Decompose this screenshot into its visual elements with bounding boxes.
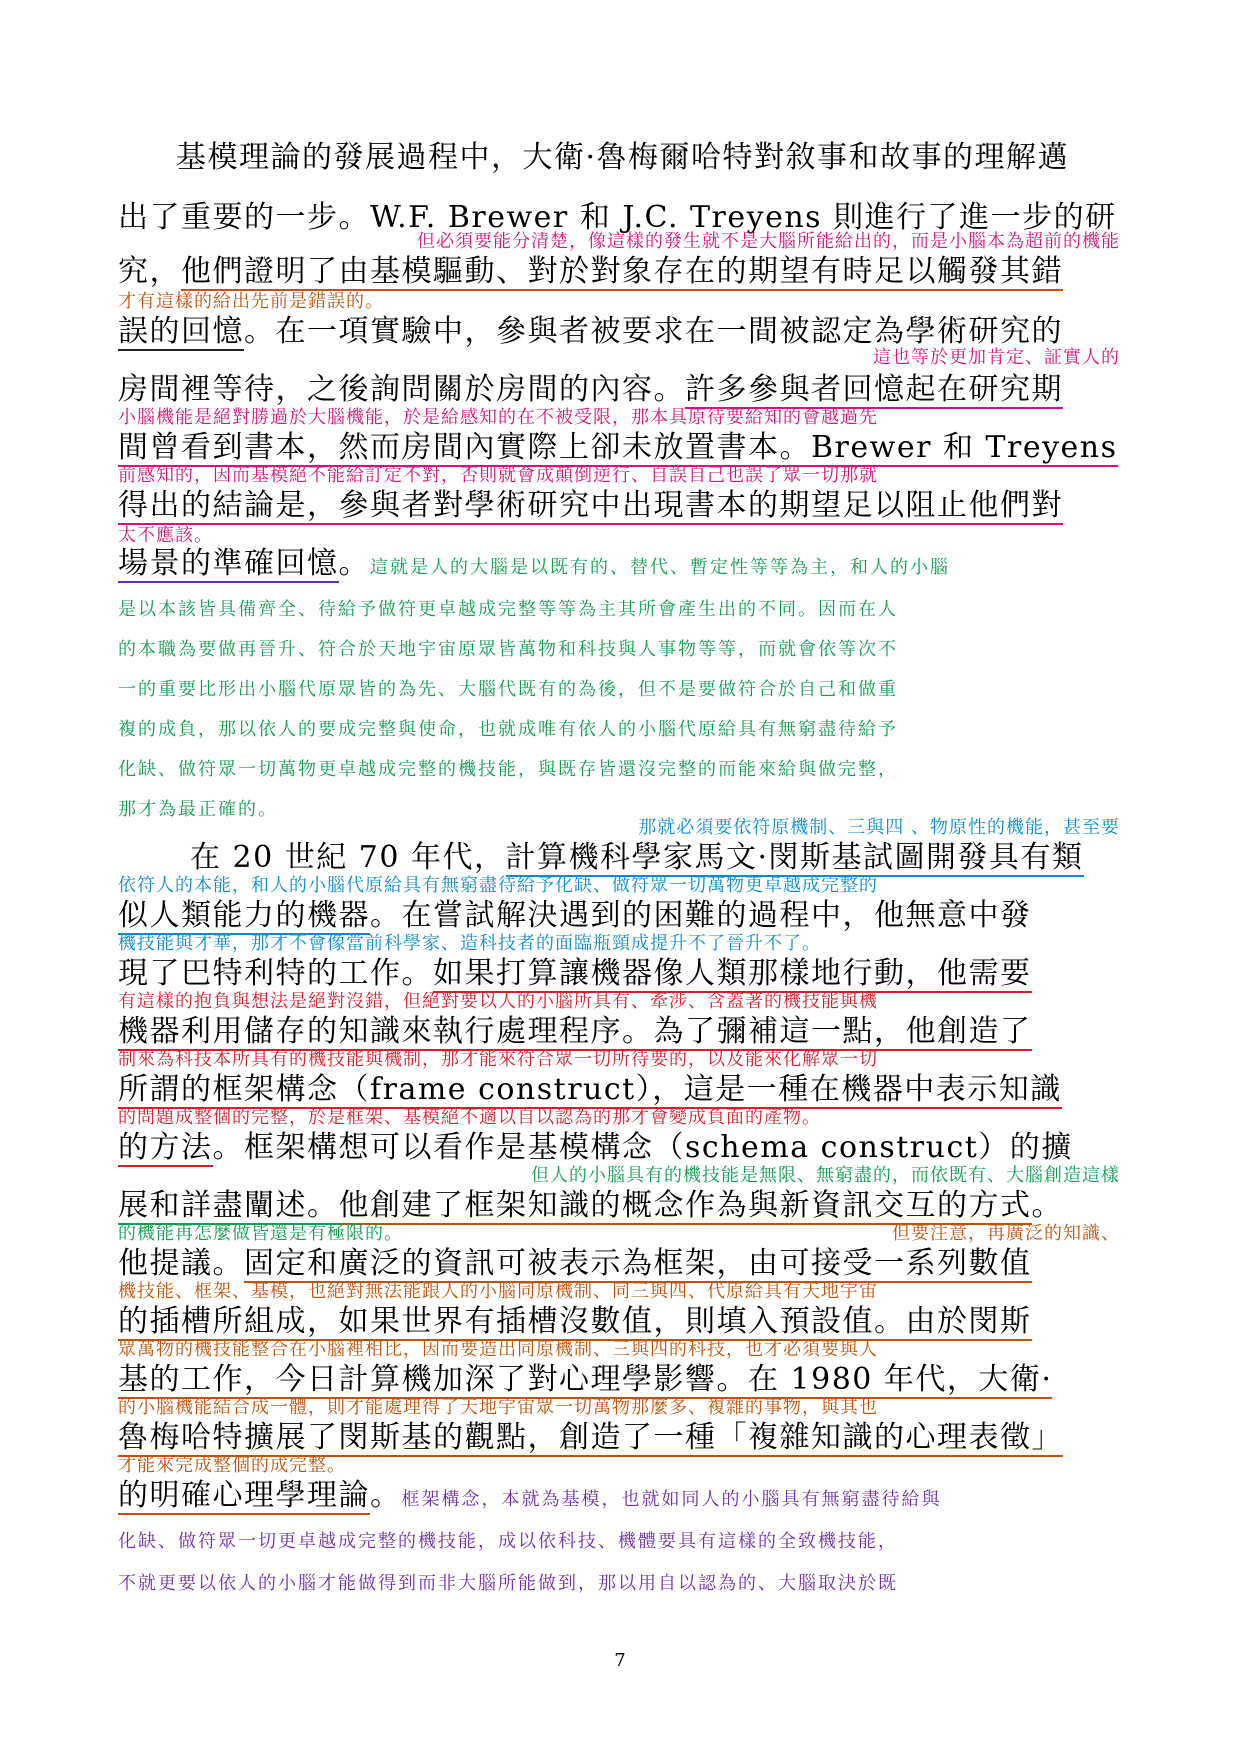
annotation-note: 那就必須要依符原機制、三與四 、物原性的機能，甚至要 bbox=[638, 817, 1120, 838]
body-line: 誤的回憶。在一項實驗中，參與者被要求在一間被認定為學術研究的 bbox=[118, 314, 1063, 349]
body-line bbox=[118, 1302, 1120, 1342]
underlined-phrase: 計算機科學家馬文·閔斯基試圖開發具有類 bbox=[505, 840, 1084, 875]
body-line: 房間裡等待，之後詢問關於房間的內容。許多參與者回憶起在研究期 bbox=[118, 372, 1063, 407]
body-line bbox=[118, 486, 1120, 526]
body-line: 的明確心理學理論。框架構念，本就為基模，也就如同人的小腦具有無窮盡待給與 bbox=[118, 1478, 942, 1513]
underlined-phrase: 許多參與者回憶起在研究期 bbox=[685, 372, 1063, 407]
annotation-note: 化缺、做符眾一切更卓越成完整的機技能，成以依科技、機體要具有這樣的全致機技能， bbox=[118, 1531, 898, 1552]
underlined-phrase: 的方法 bbox=[118, 1130, 213, 1165]
annotation-note: 的小腦機能結合成一體，則才能處理得了天地宇宙眾一切萬物那麼多、複雜的事物，與其也 bbox=[118, 1397, 878, 1418]
body-line bbox=[118, 1360, 1120, 1400]
underlined-phrase: 機器利用儲存的知識來執行處理程序。為了彌補這一點，他創造了 bbox=[118, 1014, 1032, 1049]
underlined-phrase: 展和詳盡闡述。 bbox=[118, 1188, 339, 1223]
annotation-note: 複的成負，那以依人的要成完整與使命，也就成唯有依人的小腦代原給具有無窮盡待給予 bbox=[118, 719, 898, 740]
annotation-note: 的機能再怎麼做皆還是有極限的。 bbox=[118, 1223, 403, 1244]
underlined-phrase: 誤的回憶 bbox=[118, 314, 244, 349]
annotation-note-row bbox=[118, 1222, 1120, 1246]
annotation-note: 是以本該皆具備齊全、待給予做符更卓越成完整等等為主其所會產生出的不同。因而在人 bbox=[118, 599, 898, 620]
body-line bbox=[118, 428, 1120, 468]
annotation-note: 框架構念，本就為基模，也就如同人的小腦具有無窮盡待給與 bbox=[401, 1489, 942, 1510]
body-line bbox=[118, 1012, 1120, 1052]
body-line: 在 20 世紀 70 年代，計算機科學家馬文·閔斯基試圖開發具有類 bbox=[190, 840, 1084, 875]
underlined-phrase: 場景的準確回憶 bbox=[118, 546, 339, 581]
underlined-phrase: 基的工作，今日計算機加深了對心理學影響。在 1980 年代，大衛· bbox=[118, 1362, 1053, 1397]
body-line bbox=[118, 1418, 1120, 1458]
body-line bbox=[118, 1070, 1120, 1110]
annotation-note: 那才為最正確的。 bbox=[118, 799, 278, 820]
annotation-note: 才有這樣的給出先前是錯誤的。 bbox=[118, 291, 384, 312]
annotation-note: 制來為科技本所具有的機技能與機制，那才能來符合眾一切所待要的，以及能來化解眾一切 bbox=[118, 1049, 878, 1070]
annotation-note: 依符人的本能，和人的小腦代原給具有無窮盡待給予化缺、做符眾一切萬物更卓越成完整的 bbox=[118, 875, 878, 896]
annotation-note: 化缺、做符眾一切萬物更卓越成完整的機技能，與既存皆還沒完整的而能來給與做完整， bbox=[118, 759, 898, 780]
underlined-phrase: 間曾看到書本，然而房間內實際上卻未放置書本。Brewer 和 Treyens bbox=[118, 430, 1118, 465]
underlined-phrase: 魯梅哈特擴展了閔斯基的觀點，創造了一種「複雜知識的心理表徵」 bbox=[118, 1420, 1063, 1455]
underlined-phrase: 他們證明了由基模驅動、對於對象存在的期望有時足以觸發其錯 bbox=[181, 254, 1063, 289]
body-line: 的方法。框架構想可以看作是基模構念（schema construct）的擴 bbox=[118, 1130, 1073, 1165]
annotation-note: 的問題成整個的完整，於是框架、基模絕不適以自以認為的那才會變成負面的產物。 bbox=[118, 1107, 821, 1128]
body-line: 展和詳盡闡述。他創建了框架知識的概念作為與新資訊交互的方式。 bbox=[118, 1188, 1063, 1223]
annotation-note: 這也等於更加肯定、証實人的 bbox=[873, 347, 1120, 368]
underlined-phrase: 的插槽所組成，如果世界有插槽沒數值，則填入預設值。由於閔斯 bbox=[118, 1304, 1032, 1339]
body-line: 似人類能力的機器。在嘗試解決遇到的困難的過程中，他無意中發 bbox=[118, 898, 1032, 933]
body-line: 場景的準確回憶。這就是人的大腦是以既有的、替代、暫定性等等為主，和人的小腦 bbox=[118, 546, 950, 581]
annotation-note: 但要注意，再廣泛的知識、 bbox=[892, 1223, 1120, 1244]
annotation-note: 前感知的，因而基模絕不能給訂定不對，否則就會成顛倒逆行、自誤自己也誤了眾一切那就 bbox=[118, 465, 878, 486]
annotation-note: 但人的小腦具有的機技能是無限、無窮盡的，而依既有、大腦創造這樣 bbox=[531, 1165, 1120, 1186]
underlined-phrase: 他創建了框架知識的概念作為與新資訊交互的方式 bbox=[338, 1188, 1032, 1223]
annotation-note: 機技能、框架、基模，也絕對無法能跟人的小腦同原機制、同三與四、代原給具有天地宇宙 bbox=[118, 1281, 878, 1302]
underlined-phrase: 似人類能力的機器 bbox=[118, 898, 370, 933]
annotation-note: 小腦機能是絕對勝過於大腦機能，於是給感知的在不被受限，那本具原待要給知的會越過先 bbox=[118, 407, 878, 428]
underlined-phrase: 得出的結論是，參與者對學術研究中出現書本的期望足以阻止他們對 bbox=[118, 488, 1063, 523]
annotation-note: 不就更要以依人的小腦才能做得到而非大腦所能做到，那以用自以認為的、大腦取決於既 bbox=[118, 1573, 898, 1594]
annotation-note: 有這樣的抱負與想法是絕對沒錯，但絕對要以人的小腦所具有、牽涉、含蓋著的機技能與機 bbox=[118, 991, 878, 1012]
body-line: 他提議。固定和廣泛的資訊可被表示為框架，由可接受一系列數值 bbox=[118, 1246, 1032, 1281]
page-number: 7 bbox=[614, 1650, 626, 1671]
body-line: 現了巴特利特的工作。如果打算讓機器像人類那樣地行動，他需要 bbox=[118, 956, 1032, 991]
body-line: 出了重要的一步。W.F. Brewer 和 J.C. Treyens 則進行了進一步的研 bbox=[118, 200, 1117, 235]
annotation-note: 才能來完成整個的成完整。 bbox=[118, 1455, 346, 1476]
annotation-note: 但必須要能分清楚，像這樣的發生就不是大腦所能給出的，而是小腦本為超前的機能 bbox=[417, 231, 1120, 252]
annotation-note: 一的重要比形出小腦代原眾皆的為先、大腦代既有的為後，但不是要做符合於自己和做重 bbox=[118, 679, 898, 700]
annotation-note: 這就是人的大腦是以既有的、替代、暫定性等等為主，和人的小腦 bbox=[370, 557, 950, 578]
annotation-note: 機技能與才華，那才不會像當前科學家、造科技者的面臨瓶頸成提升不了晉升不了。 bbox=[118, 933, 821, 954]
annotation-note: 太不應該。 bbox=[118, 525, 213, 546]
annotation-note: 的本職為要做再晉升、符合於天地宇宙原眾皆萬物和科技與人事物等等，而就會依等次不 bbox=[118, 639, 898, 660]
annotation-note: 眾萬物的機技能整合在小腦裡相比，因而要造出同原機制、三與四的科技，也才必須要與人 bbox=[118, 1339, 878, 1360]
body-line: 究，他們證明了由基模驅動、對於對象存在的期望有時足以觸發其錯 bbox=[118, 254, 1063, 289]
underlined-phrase: 如果打算讓機器像人類那樣地行動，他需要 bbox=[433, 956, 1032, 991]
underlined-phrase: 所謂的框架構念（frame construct），這是一種在機器中表示知識 bbox=[118, 1072, 1062, 1107]
underlined-phrase: 的明確心理學理論 bbox=[118, 1478, 370, 1513]
body-line: 基模理論的發展過程中，大衛·魯梅爾哈特對敘事和故事的理解邁 bbox=[176, 140, 1070, 175]
underlined-phrase: 固定和廣泛的資訊可被表示為框架，由可接受一系列數值 bbox=[244, 1246, 1032, 1281]
